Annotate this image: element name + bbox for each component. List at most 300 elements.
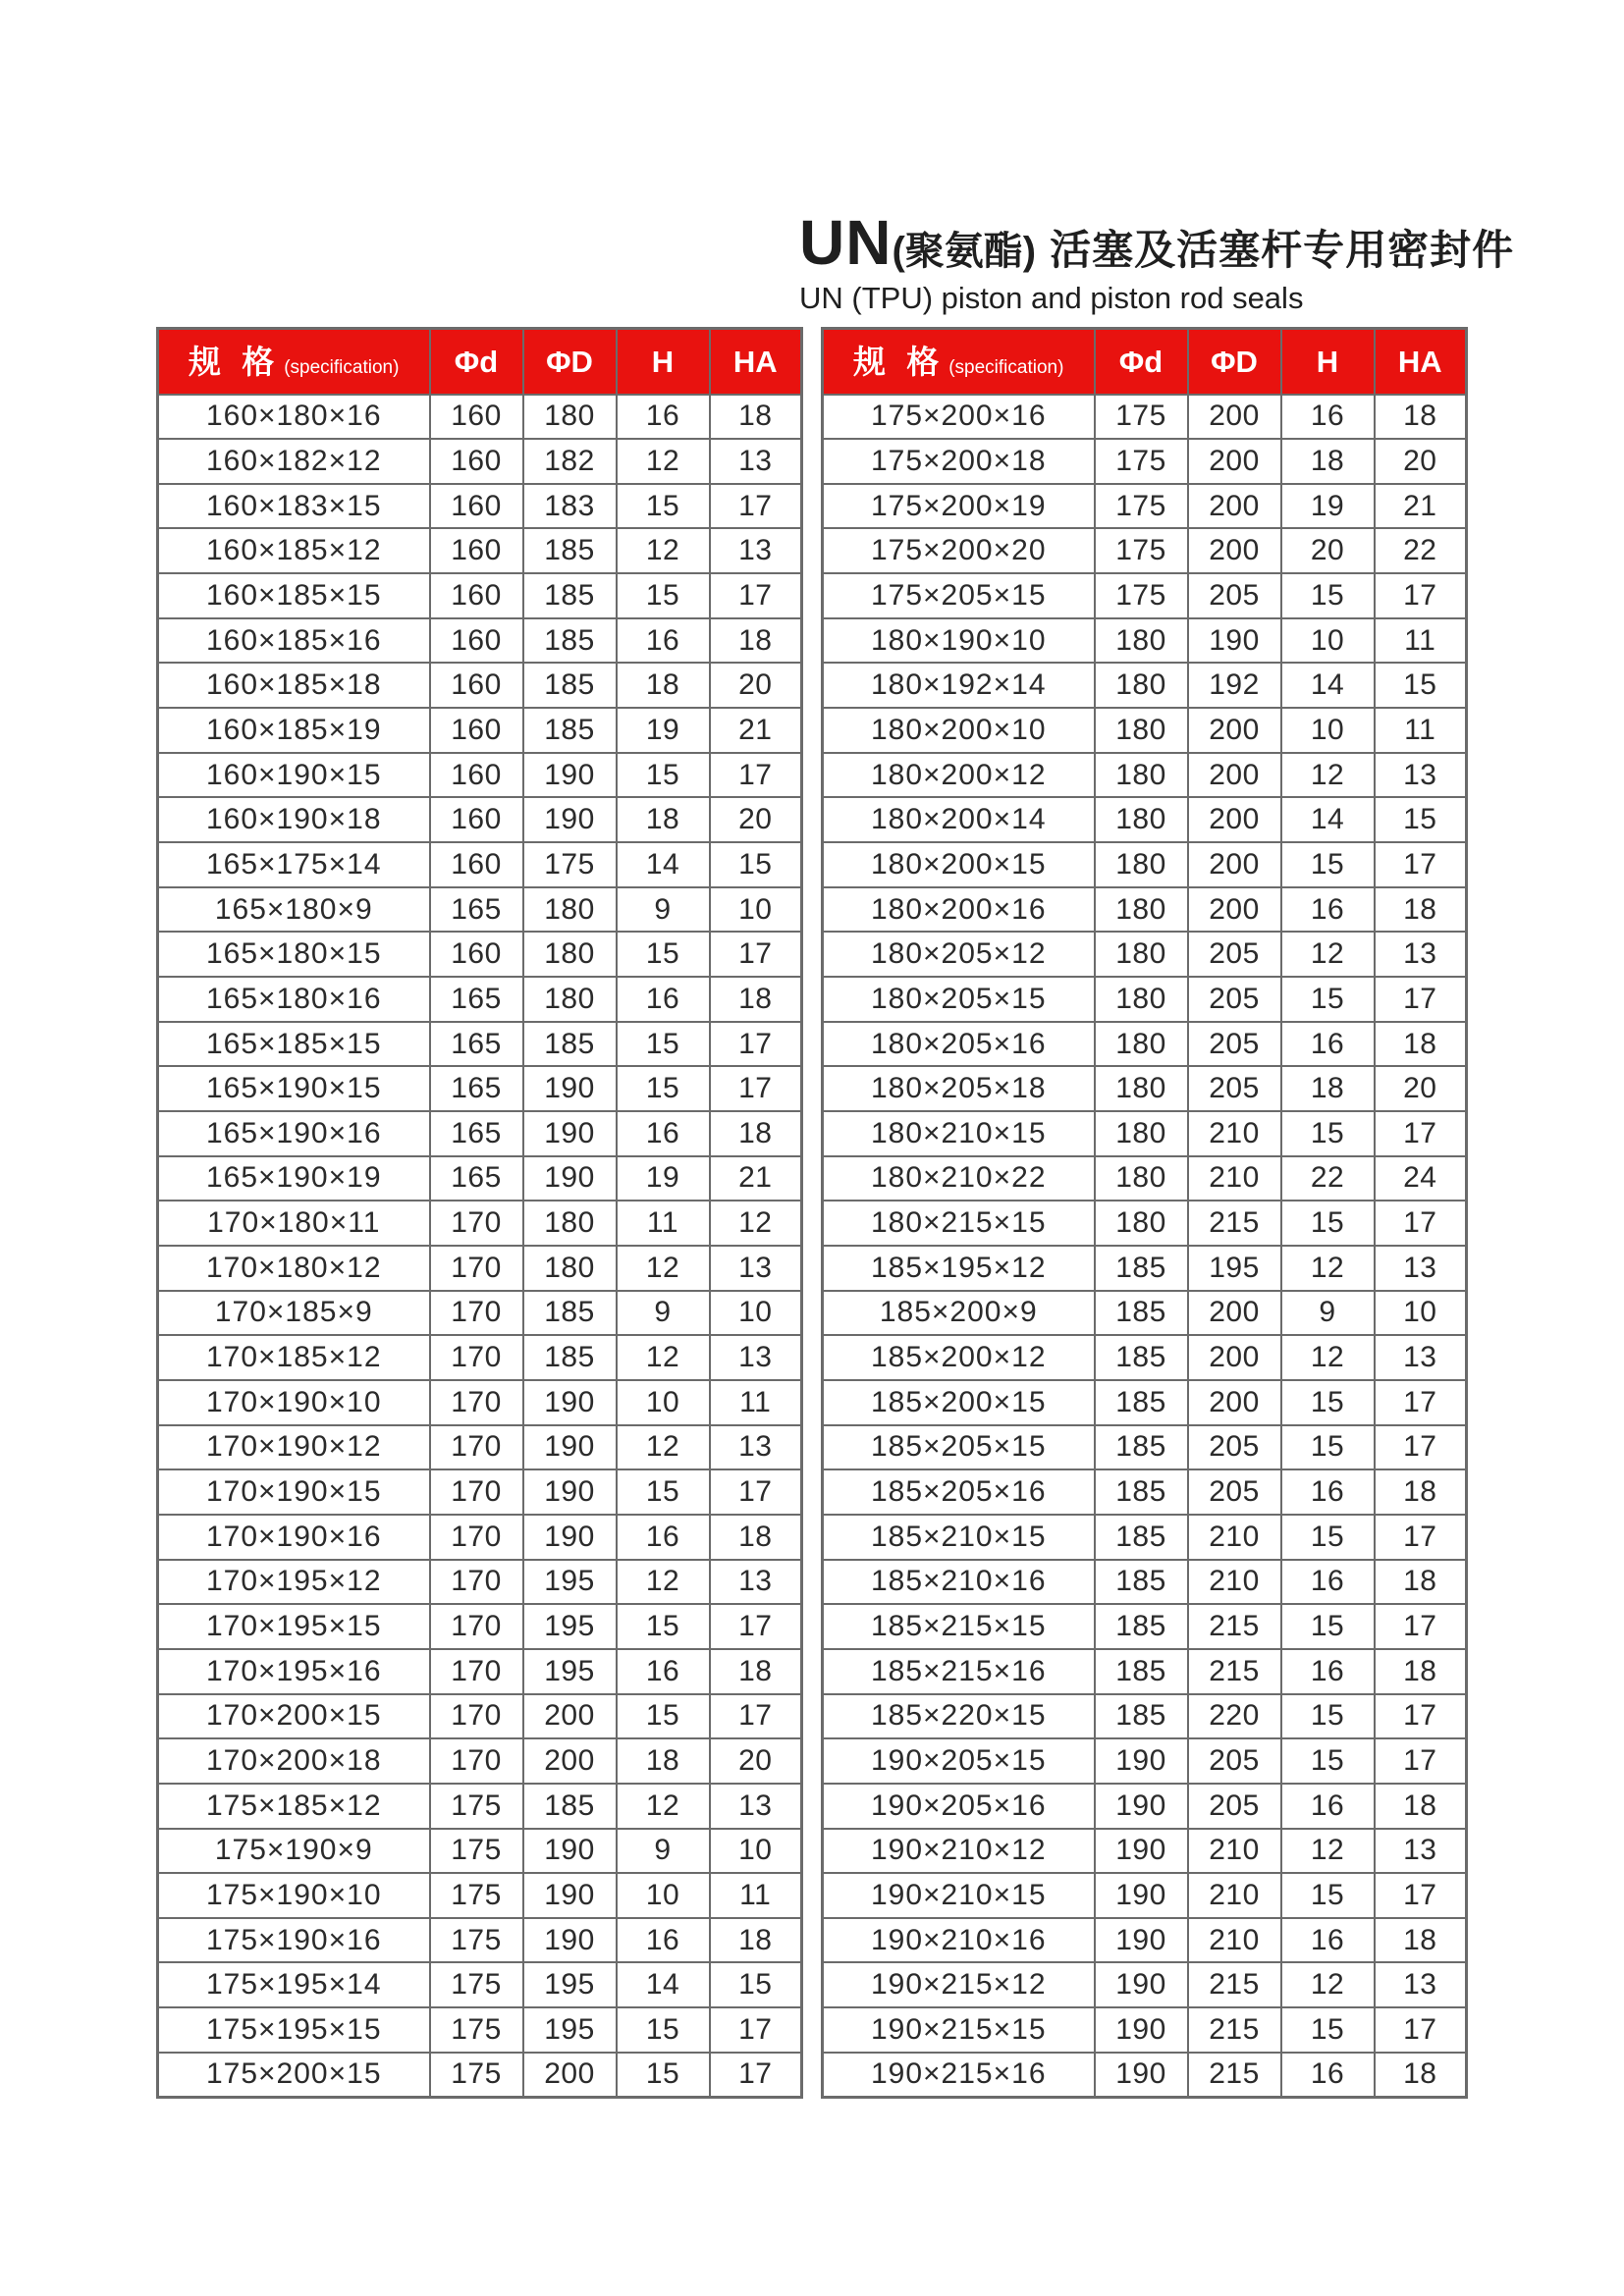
value-cell: 21 <box>710 708 802 753</box>
value-cell: 160 <box>430 439 523 484</box>
spec-cell: 180×210×22 <box>823 1156 1095 1201</box>
value-cell: 17 <box>710 484 802 529</box>
table-row <box>158 1201 802 1246</box>
value-cell: 18 <box>1375 1560 1467 1605</box>
spec-column-header <box>158 329 430 395</box>
spec-cell: 175×195×14 <box>158 1962 430 2007</box>
title-cjk-text: 活塞及活塞杆专用密封件 <box>1050 227 1515 273</box>
value-cell: 9 <box>617 887 710 933</box>
value-cell: 19 <box>617 1156 710 1201</box>
value-cell: 175 <box>430 2007 523 2053</box>
spec-cell: 180×205×12 <box>823 932 1095 977</box>
value-cell: 17 <box>710 1022 802 1067</box>
value-cell: 12 <box>1281 932 1375 977</box>
value-cell: 160 <box>430 753 523 798</box>
value-cell: 180 <box>1095 1156 1188 1201</box>
table-row <box>158 618 802 664</box>
value-cell: 11 <box>710 1380 802 1425</box>
value-cell: 190 <box>1095 1784 1188 1829</box>
value-cell: 17 <box>1375 2007 1467 2053</box>
value-cell: 185 <box>1095 1246 1188 1291</box>
value-cell: 190 <box>523 1111 617 1156</box>
spec-cell: 185×205×16 <box>823 1469 1095 1515</box>
value-cell: 175 <box>1095 573 1188 618</box>
table-row <box>158 1873 802 1918</box>
value-cell: 195 <box>523 2007 617 2053</box>
value-cell: 160 <box>430 932 523 977</box>
table-row <box>823 1111 1467 1156</box>
value-cell: 215 <box>1188 1201 1281 1246</box>
value-cell: 18 <box>1281 1066 1375 1111</box>
spec-cell: 170×200×15 <box>158 1694 430 1739</box>
value-cell: 190 <box>1095 1738 1188 1784</box>
value-cell: 170 <box>430 1649 523 1694</box>
value-cell: 12 <box>617 1335 710 1380</box>
spec-cell: 190×210×12 <box>823 1829 1095 1874</box>
page-subtitle: UN (TPU) piston and piston rod seals <box>799 281 1304 315</box>
spec-cell: 180×200×15 <box>823 842 1095 887</box>
table-row <box>823 1829 1467 1874</box>
table-row <box>158 1560 802 1605</box>
value-cell: 185 <box>1095 1425 1188 1470</box>
table-row <box>158 1829 802 1874</box>
value-cell: 18 <box>1281 439 1375 484</box>
table-row <box>823 1022 1467 1067</box>
value-cell: 200 <box>1188 528 1281 573</box>
value-cell: 18 <box>710 977 802 1022</box>
value-cell: 15 <box>1281 1111 1375 1156</box>
spec-cell: 160×183×15 <box>158 484 430 529</box>
value-cell: 17 <box>710 753 802 798</box>
value-cell: 170 <box>430 1291 523 1336</box>
table-row <box>823 2053 1467 2098</box>
value-cell: 20 <box>710 663 802 708</box>
value-cell: 210 <box>1188 1918 1281 1963</box>
spec-cell: 165×190×16 <box>158 1111 430 1156</box>
value-cell: 190 <box>1095 2053 1188 2098</box>
spec-cell: 185×195×12 <box>823 1246 1095 1291</box>
value-cell: 160 <box>430 708 523 753</box>
value-cell: 22 <box>1375 528 1467 573</box>
value-cell: 190 <box>1095 1873 1188 1918</box>
table-row <box>158 528 802 573</box>
spec-cell: 185×210×15 <box>823 1515 1095 1560</box>
value-cell: 215 <box>1188 2007 1281 2053</box>
value-cell: 15 <box>1281 1604 1375 1649</box>
value-cell: 13 <box>1375 1962 1467 2007</box>
table-row <box>823 1873 1467 1918</box>
table-row <box>823 439 1467 484</box>
table-row <box>823 1560 1467 1605</box>
spec-cell: 190×215×15 <box>823 2007 1095 2053</box>
value-cell: 13 <box>710 1560 802 1605</box>
table-row <box>823 1738 1467 1784</box>
value-cell: 170 <box>430 1515 523 1560</box>
spec-cell: 190×205×16 <box>823 1784 1095 1829</box>
value-cell: 190 <box>523 1918 617 1963</box>
value-cell: 170 <box>430 1201 523 1246</box>
value-cell: 18 <box>710 1111 802 1156</box>
value-cell: 18 <box>1375 1784 1467 1829</box>
value-cell: 175 <box>430 1873 523 1918</box>
value-cell: 185 <box>523 1784 617 1829</box>
value-cell: 190 <box>1095 1962 1188 2007</box>
table-row <box>158 1111 802 1156</box>
value-cell: 15 <box>1375 797 1467 842</box>
table-row <box>823 1156 1467 1201</box>
value-cell: 195 <box>523 1962 617 2007</box>
spec-cell: 165×190×15 <box>158 1066 430 1111</box>
value-cell: 16 <box>1281 1649 1375 1694</box>
spec-cell: 175×200×19 <box>823 484 1095 529</box>
value-cell: 180 <box>1095 1022 1188 1067</box>
value-cell: 165 <box>430 1156 523 1201</box>
spec-cell: 170×180×11 <box>158 1201 430 1246</box>
value-cell: 9 <box>617 1829 710 1874</box>
table-row <box>158 797 802 842</box>
table-row <box>158 1291 802 1336</box>
value-cell: 160 <box>430 797 523 842</box>
value-cell: 210 <box>1188 1156 1281 1201</box>
value-cell: 215 <box>1188 1604 1281 1649</box>
value-cell: 16 <box>617 977 710 1022</box>
value-cell: 18 <box>1375 395 1467 440</box>
table-row <box>158 2053 802 2098</box>
value-cell: 16 <box>1281 1022 1375 1067</box>
value-cell: 12 <box>1281 1962 1375 2007</box>
table-row <box>823 1425 1467 1470</box>
value-cell: 190 <box>523 753 617 798</box>
value-cell: 210 <box>1188 1873 1281 1918</box>
spec-cell: 185×200×15 <box>823 1380 1095 1425</box>
value-cell: 13 <box>710 1335 802 1380</box>
table-row <box>158 842 802 887</box>
value-cell: 170 <box>430 1694 523 1739</box>
phi-D-column-header: ΦD <box>523 329 617 395</box>
table-row <box>823 573 1467 618</box>
value-cell: 185 <box>1095 1515 1188 1560</box>
value-cell: 175 <box>430 1784 523 1829</box>
value-cell: 11 <box>1375 618 1467 664</box>
spec-cell: 180×210×15 <box>823 1111 1095 1156</box>
value-cell: 17 <box>710 1604 802 1649</box>
spec-cell: 175×200×16 <box>823 395 1095 440</box>
value-cell: 170 <box>430 1246 523 1291</box>
value-cell: 165 <box>430 977 523 1022</box>
table-row <box>158 1335 802 1380</box>
value-cell: 17 <box>1375 1738 1467 1784</box>
table-row <box>158 753 802 798</box>
value-cell: 175 <box>1095 395 1188 440</box>
value-cell: 200 <box>523 1694 617 1739</box>
value-cell: 12 <box>1281 753 1375 798</box>
table-row <box>158 977 802 1022</box>
value-cell: 200 <box>523 2053 617 2098</box>
spec-cell: 175×200×18 <box>823 439 1095 484</box>
value-cell: 17 <box>1375 1873 1467 1918</box>
value-cell: 10 <box>617 1380 710 1425</box>
spec-cell: 185×205×15 <box>823 1425 1095 1470</box>
value-cell: 210 <box>1188 1111 1281 1156</box>
table-row <box>158 887 802 933</box>
value-cell: 200 <box>1188 395 1281 440</box>
value-cell: 18 <box>1375 1649 1467 1694</box>
value-cell: 170 <box>430 1738 523 1784</box>
value-cell: 17 <box>1375 1604 1467 1649</box>
spec-header-cn: 规 格 <box>189 343 281 380</box>
value-cell: 185 <box>1095 1649 1188 1694</box>
value-cell: 175 <box>430 1918 523 1963</box>
spec-cell: 160×180×16 <box>158 395 430 440</box>
value-cell: 12 <box>617 1784 710 1829</box>
spec-cell: 165×180×16 <box>158 977 430 1022</box>
value-cell: 15 <box>1281 1380 1375 1425</box>
value-cell: 195 <box>523 1649 617 1694</box>
table-row <box>158 1604 802 1649</box>
value-cell: 180 <box>523 1201 617 1246</box>
value-cell: 15 <box>1281 1873 1375 1918</box>
value-cell: 170 <box>430 1560 523 1605</box>
table-row <box>158 573 802 618</box>
value-cell: 18 <box>617 663 710 708</box>
value-cell: 10 <box>1375 1291 1467 1336</box>
value-cell: 160 <box>430 395 523 440</box>
value-cell: 16 <box>617 1918 710 1963</box>
value-cell: 180 <box>1095 1066 1188 1111</box>
spec-cell: 180×200×10 <box>823 708 1095 753</box>
value-cell: 190 <box>1188 618 1281 664</box>
spec-cell: 170×180×12 <box>158 1246 430 1291</box>
value-cell: 18 <box>1375 1469 1467 1515</box>
value-cell: 18 <box>710 618 802 664</box>
table-row <box>823 528 1467 573</box>
value-cell: 180 <box>523 932 617 977</box>
value-cell: 10 <box>710 887 802 933</box>
value-cell: 18 <box>710 1649 802 1694</box>
title-material-paren: (聚氨酯) <box>892 230 1037 273</box>
value-cell: 192 <box>1188 663 1281 708</box>
value-cell: 190 <box>523 1066 617 1111</box>
value-cell: 160 <box>430 842 523 887</box>
spec-cell: 175×200×15 <box>158 2053 430 2098</box>
spec-cell: 190×215×12 <box>823 1962 1095 2007</box>
value-cell: 12 <box>617 439 710 484</box>
spec-cell: 170×190×12 <box>158 1425 430 1470</box>
value-cell: 11 <box>1375 708 1467 753</box>
table-row <box>823 1380 1467 1425</box>
value-cell: 160 <box>430 618 523 664</box>
table-row <box>823 1515 1467 1560</box>
value-cell: 14 <box>1281 663 1375 708</box>
value-cell: 210 <box>1188 1560 1281 1605</box>
value-cell: 180 <box>523 1246 617 1291</box>
value-cell: 13 <box>1375 1335 1467 1380</box>
value-cell: 15 <box>617 1694 710 1739</box>
spec-cell: 160×190×15 <box>158 753 430 798</box>
value-cell: 160 <box>430 528 523 573</box>
table-row <box>823 887 1467 933</box>
value-cell: 180 <box>1095 977 1188 1022</box>
value-cell: 205 <box>1188 1469 1281 1515</box>
spec-cell: 160×182×12 <box>158 439 430 484</box>
value-cell: 170 <box>430 1604 523 1649</box>
value-cell: 205 <box>1188 1066 1281 1111</box>
table-row <box>158 1918 802 1963</box>
table-row <box>158 708 802 753</box>
value-cell: 185 <box>523 528 617 573</box>
value-cell: 190 <box>1095 1829 1188 1874</box>
value-cell: 175 <box>430 1829 523 1874</box>
table-row <box>823 395 1467 440</box>
value-cell: 165 <box>430 1111 523 1156</box>
h-column-header: H <box>1281 329 1375 395</box>
value-cell: 185 <box>1095 1469 1188 1515</box>
value-cell: 180 <box>523 395 617 440</box>
value-cell: 14 <box>1281 797 1375 842</box>
value-cell: 17 <box>1375 1111 1467 1156</box>
spec-cell: 170×190×10 <box>158 1380 430 1425</box>
value-cell: 15 <box>1281 1425 1375 1470</box>
spec-cell: 160×185×15 <box>158 573 430 618</box>
spec-cell: 190×205×15 <box>823 1738 1095 1784</box>
value-cell: 185 <box>523 1291 617 1336</box>
table-row <box>823 1649 1467 1694</box>
value-cell: 180 <box>523 977 617 1022</box>
spec-cell: 180×200×12 <box>823 753 1095 798</box>
table-row <box>823 1246 1467 1291</box>
table-row <box>158 1246 802 1291</box>
value-cell: 182 <box>523 439 617 484</box>
value-cell: 215 <box>1188 2053 1281 2098</box>
value-cell: 180 <box>1095 842 1188 887</box>
value-cell: 15 <box>617 2007 710 2053</box>
value-cell: 185 <box>523 573 617 618</box>
page-title <box>799 207 1515 278</box>
spec-cell: 170×200×18 <box>158 1738 430 1784</box>
value-cell: 15 <box>1281 977 1375 1022</box>
left-spec-table <box>156 327 803 2099</box>
value-cell: 185 <box>523 708 617 753</box>
value-cell: 21 <box>710 1156 802 1201</box>
value-cell: 12 <box>617 1246 710 1291</box>
spec-cell: 170×195×15 <box>158 1604 430 1649</box>
value-cell: 195 <box>1188 1246 1281 1291</box>
value-cell: 17 <box>710 2053 802 2098</box>
value-cell: 190 <box>1095 2007 1188 2053</box>
value-cell: 18 <box>1375 1022 1467 1067</box>
spec-cell: 165×175×14 <box>158 842 430 887</box>
spec-header-cn: 规 格 <box>853 343 946 380</box>
value-cell: 17 <box>710 573 802 618</box>
value-cell: 14 <box>617 1962 710 2007</box>
table-row <box>823 708 1467 753</box>
value-cell: 190 <box>523 1156 617 1201</box>
value-cell: 175 <box>1095 484 1188 529</box>
value-cell: 165 <box>430 887 523 933</box>
value-cell: 12 <box>617 1560 710 1605</box>
value-cell: 18 <box>1375 1918 1467 1963</box>
spec-cell: 180×190×10 <box>823 618 1095 664</box>
value-cell: 190 <box>523 1469 617 1515</box>
value-cell: 170 <box>430 1380 523 1425</box>
value-cell: 185 <box>1095 1694 1188 1739</box>
spec-cell: 175×190×10 <box>158 1873 430 1918</box>
spec-header-en: (specification) <box>948 356 1064 378</box>
table-row <box>158 484 802 529</box>
title-series-code: UN <box>799 207 893 278</box>
spec-cell: 160×185×19 <box>158 708 430 753</box>
value-cell: 13 <box>1375 1246 1467 1291</box>
value-cell: 175 <box>430 1962 523 2007</box>
value-cell: 18 <box>710 1515 802 1560</box>
value-cell: 17 <box>1375 1694 1467 1739</box>
table-row <box>158 1515 802 1560</box>
table-row <box>158 1469 802 1515</box>
value-cell: 180 <box>1095 797 1188 842</box>
value-cell: 17 <box>1375 573 1467 618</box>
value-cell: 15 <box>1281 1694 1375 1739</box>
spec-cell: 180×205×15 <box>823 977 1095 1022</box>
value-cell: 185 <box>1095 1560 1188 1605</box>
spec-cell: 175×185×12 <box>158 1784 430 1829</box>
value-cell: 205 <box>1188 1022 1281 1067</box>
value-cell: 183 <box>523 484 617 529</box>
spec-cell: 170×190×15 <box>158 1469 430 1515</box>
value-cell: 215 <box>1188 1962 1281 2007</box>
value-cell: 20 <box>710 797 802 842</box>
value-cell: 9 <box>617 1291 710 1336</box>
value-cell: 205 <box>1188 977 1281 1022</box>
spec-cell: 185×220×15 <box>823 1694 1095 1739</box>
spec-cell: 160×190×18 <box>158 797 430 842</box>
table-row <box>823 1066 1467 1111</box>
value-cell: 12 <box>1281 1335 1375 1380</box>
spec-cell: 175×200×20 <box>823 528 1095 573</box>
value-cell: 13 <box>1375 1829 1467 1874</box>
value-cell: 17 <box>1375 1380 1467 1425</box>
value-cell: 185 <box>523 618 617 664</box>
value-cell: 18 <box>617 797 710 842</box>
table-row <box>823 1335 1467 1380</box>
value-cell: 18 <box>1375 887 1467 933</box>
value-cell: 170 <box>430 1469 523 1515</box>
value-cell: 10 <box>1281 618 1375 664</box>
value-cell: 16 <box>1281 1918 1375 1963</box>
value-cell: 15 <box>1281 573 1375 618</box>
table-row <box>158 1022 802 1067</box>
value-cell: 15 <box>617 1022 710 1067</box>
h-column-header: H <box>617 329 710 395</box>
spec-cell: 165×185×15 <box>158 1022 430 1067</box>
value-cell: 9 <box>1281 1291 1375 1336</box>
spec-cell: 185×215×16 <box>823 1649 1095 1694</box>
value-cell: 16 <box>1281 1784 1375 1829</box>
table-row <box>158 1738 802 1784</box>
table-row <box>158 1380 802 1425</box>
value-cell: 16 <box>1281 2053 1375 2098</box>
table-row <box>158 2007 802 2053</box>
value-cell: 16 <box>1281 1469 1375 1515</box>
value-cell: 210 <box>1188 1515 1281 1560</box>
value-cell: 13 <box>710 439 802 484</box>
value-cell: 17 <box>710 2007 802 2053</box>
table-row <box>823 618 1467 664</box>
value-cell: 190 <box>523 1515 617 1560</box>
value-cell: 185 <box>1095 1380 1188 1425</box>
value-cell: 190 <box>523 797 617 842</box>
spec-cell: 175×190×9 <box>158 1829 430 1874</box>
value-cell: 200 <box>1188 1335 1281 1380</box>
